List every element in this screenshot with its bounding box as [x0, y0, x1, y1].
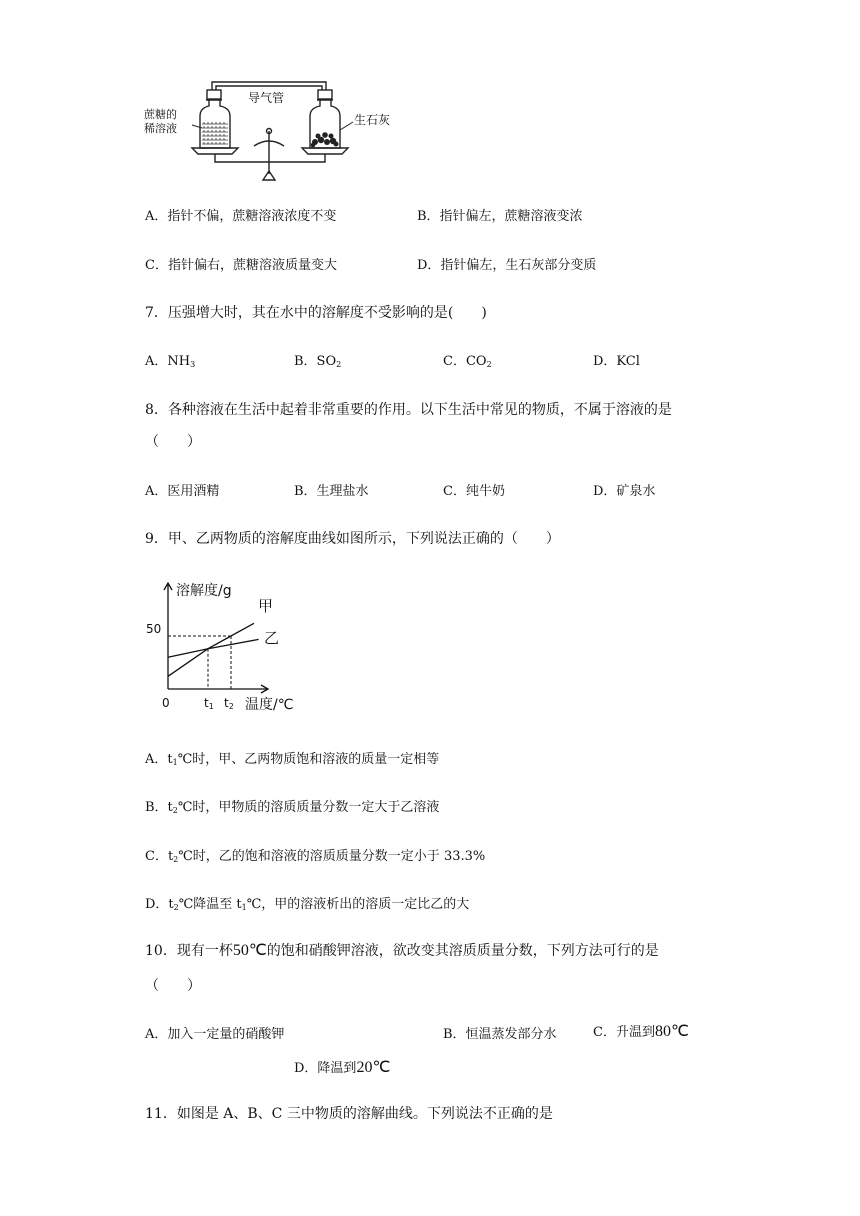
solubility-chart — [140, 575, 310, 715]
q8-stem: 8．各种溶液在生活中起着非常重要的作用。以下生活中常见的物质，不属于溶液的是 — [145, 402, 672, 418]
q10-option-d[interactable]: D．降温到20℃ — [294, 1059, 391, 1076]
chart-ytick-50: 50 — [146, 622, 162, 636]
q9-option-b[interactable]: B．$t_2℃$时，甲物质的溶质质量分数一定大于乙溶液 — [145, 800, 440, 815]
q9-option-d[interactable]: D．$t_2℃$降温至 $t_1℃$，甲的溶液析出的溶质一定比乙的大 — [145, 897, 470, 912]
q6-option-c[interactable]: C．指针偏右，蔗糖溶液质量变大 — [145, 258, 337, 273]
q10-option-b[interactable]: B．恒温蒸发部分水 — [443, 1027, 557, 1042]
q8-option-a[interactable]: A．医用酒精 — [145, 484, 220, 499]
balance-apparatus-figure — [140, 76, 410, 184]
right-bottle-label: 生石灰 — [354, 113, 391, 127]
q10-stem: 10．现有一杯50℃的饱和硝酸钾溶液，欲改变其溶质质量分数，下列方法可行的是 — [145, 942, 659, 959]
chart-origin-label: 0 — [162, 696, 170, 710]
q9-option-c[interactable]: C．$t_2℃$时，乙的饱和溶液的溶质质量分数一定小于 33.3% — [145, 849, 486, 864]
left-bottle-label-1: 蔗糖的 — [144, 108, 177, 121]
q7-option-d[interactable]: D．KCl — [593, 354, 640, 369]
series-line-yi — [168, 639, 259, 657]
q8-option-b[interactable]: B．生理盐水 — [294, 484, 369, 499]
q7-option-b[interactable]: B．$SO_2$ — [294, 354, 342, 369]
q7-option-a[interactable]: A．$NH_3$ — [145, 354, 196, 369]
q11-stem: 11．如图是 A、B、C 三中物质的溶解曲线。下列说法不正确的是 — [145, 1106, 553, 1122]
chart-ylabel: 溶解度/g — [176, 583, 232, 599]
chart-xlabel: 温度/℃ — [245, 697, 294, 713]
q8-option-c[interactable]: C．纯牛奶 — [443, 484, 505, 499]
q8-option-d[interactable]: D．矿泉水 — [593, 484, 656, 499]
q8-paren: （ ） — [145, 434, 201, 450]
q6-option-a[interactable]: A．指针不偏，蔗糖溶液浓度不变 — [145, 209, 337, 224]
series-label-jia: 甲 — [258, 597, 274, 615]
chart-xtick-t1: t1 — [204, 696, 214, 711]
series-label-yi: 乙 — [264, 629, 280, 647]
q9-stem: 9．甲、乙两物质的溶解度曲线如图所示，下列说法正确的（ ） — [145, 531, 560, 547]
q10-option-a[interactable]: A．加入一定量的硝酸钾 — [145, 1027, 285, 1042]
q6-option-b[interactable]: B．指针偏左，蔗糖溶液变浓 — [417, 209, 583, 224]
q10-option-c[interactable]: C．升温到80℃ — [593, 1023, 689, 1040]
q6-option-d[interactable]: D．指针偏左，生石灰部分变质 — [417, 258, 597, 273]
chart-xtick-t2: t2 — [224, 696, 234, 711]
series-line-jia — [168, 623, 254, 676]
q7-stem: 7．压强增大时，其在水中的溶解度不受影响的是( ) — [145, 305, 487, 321]
q9-option-a[interactable]: A．$t_1℃$时，甲、乙两物质饱和溶液的质量一定相等 — [145, 752, 440, 767]
q10-paren: （ ） — [145, 978, 201, 994]
q7-option-c[interactable]: C．$CO_2$ — [443, 354, 492, 369]
left-bottle-label-2: 稀溶液 — [144, 122, 177, 135]
tube-label: 导气管 — [248, 91, 285, 105]
